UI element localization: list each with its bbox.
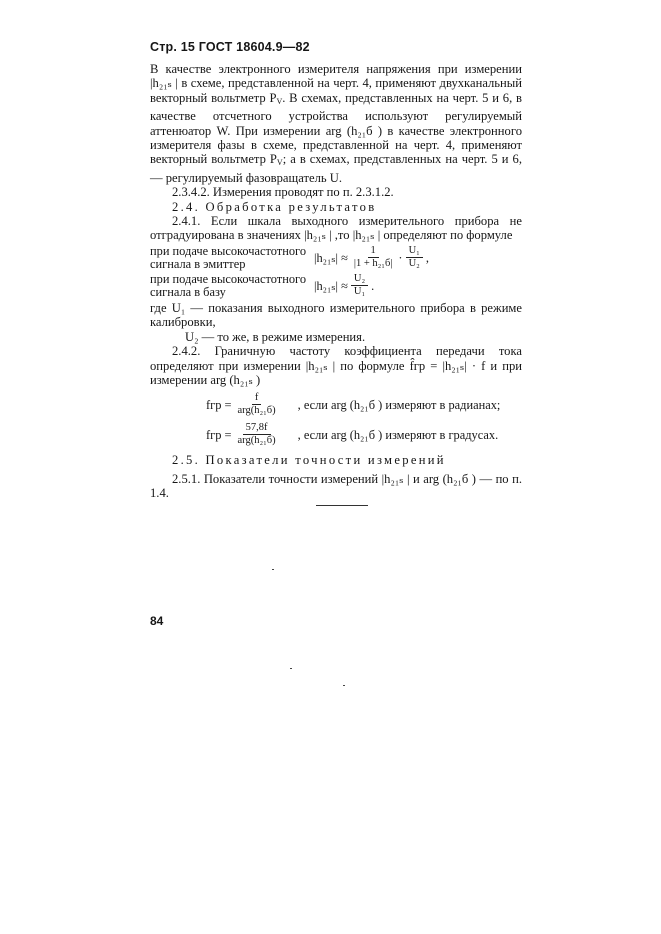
paragraph-2-3-4-2: 2.3.4.2. Измерения проводят по п. 2.3.1.2. xyxy=(172,185,394,200)
paragraph-electronic-meter: В качестве электронного измерителя напряжения при измерении |h₂₁ₛ | в схеме, представленной на черт. 4, применяют двухканальный векторный вольтметр $P_V$. В схемах, представленных на черт. 5 и 6, в качестве отсчетного устройства используют регулируемый аттенюатор W. При измерении arg (h₂₁б ) в качестве электронного измерителя фазы в схеме, представленной на черт. 4, применяют векторный вольтметр $P_V$; а в схемах, представленных на черт. 5 и 6, — регулируемый фазовращатель U. xyxy=(150,62,523,185)
paragraph-2-5-1: 2.5.1. Показатели точности измерений |h₂₁ₛ | и arg (h₂₁б ) — по п. 1.4. xyxy=(150,471,522,501)
scan-speck xyxy=(343,685,345,686)
fraction: $\frac{57,8f}{\text{arg(h₂₁б)}}$ xyxy=(237,422,276,447)
scan-speck xyxy=(290,668,292,669)
heading-2-5: 2.5. Показатели точности измерений xyxy=(172,453,446,468)
formula-fgr-degrees: fгр = $\frac{57,8f}{\text{arg(h₂₁б)}}$ , если arg (h₂₁б ) измеряют в градусах. xyxy=(206,422,499,447)
heading-2-4: 2.4. Обработка результатов xyxy=(172,199,377,214)
page-number: 84 xyxy=(150,614,164,628)
fraction: $\frac{\text{U₂}}{\text{U₁}}$ xyxy=(351,273,368,298)
fraction: $\frac{1}{\text{|1 + h₂₁б|}}$ xyxy=(353,245,393,270)
where-u1: где U₁ — показания выходного измерительного прибора в режиме калибровки, xyxy=(150,300,522,330)
formula-emitter-expression: |h₂₁ₛ| ≈ $\frac{1}{\text{|1 + h₂₁б|}}$ · $\frac{\text{U₁}}{\text{U₂}}$ , xyxy=(314,245,429,270)
document-body xyxy=(150,62,522,501)
where-u2: U₂ — то же, в режиме измерения. xyxy=(185,329,366,344)
end-rule xyxy=(316,505,368,506)
formula-base-label: при подаче высокочастотного сигнала в базу xyxy=(150,271,307,299)
formula-emitter xyxy=(150,245,522,271)
fraction: $\frac{\text{U₁}}{\text{U₂}}$ xyxy=(406,245,423,270)
scan-speck xyxy=(272,569,274,570)
paragraph-2-4-2: 2.4.2. Граничную частоту коэффициента передачи тока определяют при измерении |h₂₁ₛ | по формуле f̂гр = |h₂₁ₛ| · f и при измерении arg (h₂₁ₛ ) xyxy=(150,344,522,387)
formula-base-expression: |h₂₁ₛ| ≈ $\frac{\text{U₂}}{\text{U₁}}$ . xyxy=(314,273,375,298)
formula-fgr-radians: fгр = $\frac{f}{\text{arg(h₂₁б)}}$ , если arg (h₂₁б ) измеряют в радианах; xyxy=(206,392,501,417)
page-header: Стр. 15 ГОСТ 18604.9—82 xyxy=(150,40,310,54)
fraction: $\frac{f}{\text{arg(h₂₁б)}}$ xyxy=(237,392,276,417)
formula-base xyxy=(150,273,522,299)
paragraph-2-4-1: 2.4.1. Если шкала выходного измерительного прибора не отградуирована в значениях |h₂₁ₛ | ,то |h₂₁ₛ | определяют по формуле xyxy=(150,214,522,243)
formula-emitter-label: при подаче высокочастотного сигнала в эмиттер xyxy=(150,243,307,271)
